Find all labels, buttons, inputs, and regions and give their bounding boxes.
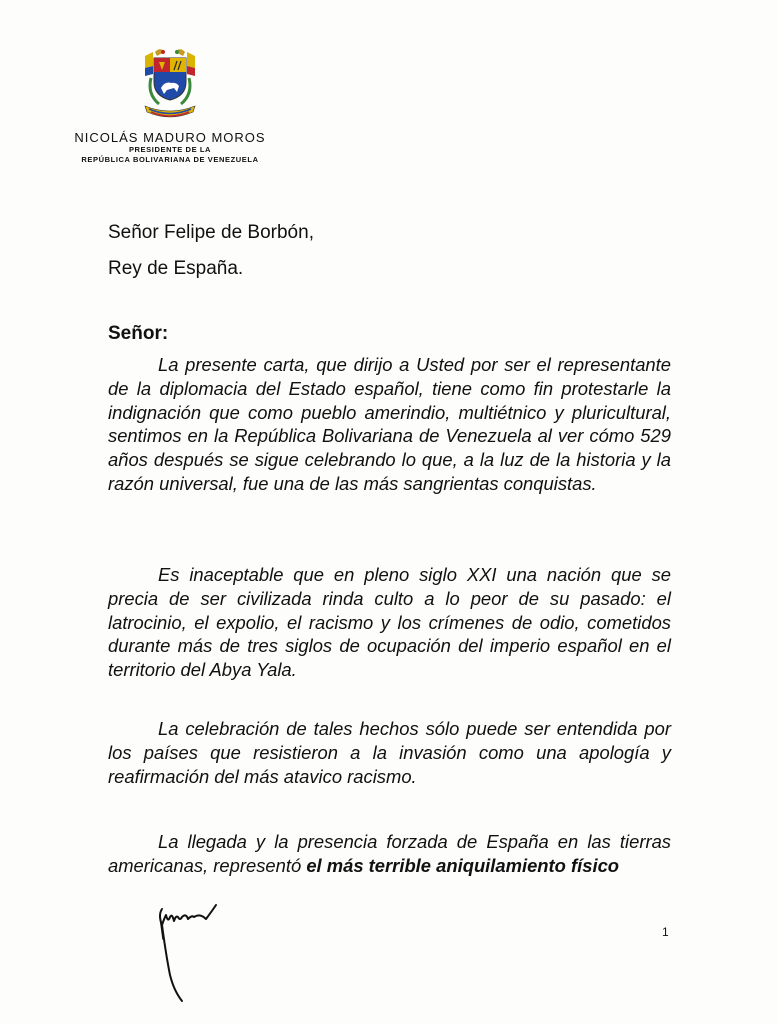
paragraph-4-text: La llegada y la presencia forzada de España en las tierras americanas, representó xyxy=(108,831,671,876)
letterhead-title-line2: REPÚBLICA BOLIVARIANA DE VENEZUELA xyxy=(81,155,259,164)
addressee-name: Señor Felipe de Borbón, xyxy=(108,222,314,243)
coat-of-arms-icon xyxy=(139,48,201,122)
greeting: Señor: xyxy=(108,323,169,344)
paragraph-1: La presente carta, que dirijo a Usted por ser el representante de la diplomacia del Estado español, tiene como fin protestarle la indignación que como pueblo amerindio, multiétnico y pluricultural, sentimos en la República Bolivariana de Venezuela al ver cómo 529 años después se sigue celebrando lo que, a la luz de la historia y la razón universal, fue una de las más sangrientas conquistas. xyxy=(108,354,671,494)
page-number: 1 xyxy=(662,925,669,939)
letterhead xyxy=(70,48,270,165)
letterhead-name: NICOLÁS MADURO MOROS xyxy=(74,130,266,145)
letterhead-title-line1: PRESIDENTE DE LA xyxy=(128,145,212,154)
addressee-title: Rey de España. xyxy=(108,258,244,279)
paragraph-3: La celebración de tales hechos sólo puede ser entendida por los países que resistieron a la invasión como una apología y reafirmación del más atavico racismo. xyxy=(108,718,671,787)
paragraph-4-bold-text: el más terrible aniquilamiento físico xyxy=(306,854,620,876)
handwritten-signature-icon xyxy=(148,895,228,1005)
paragraph-4 xyxy=(108,830,671,878)
paragraph-2: Es inaceptable que en pleno siglo XXI una nación que se precia de ser civilizada rinda culto a lo peor de su pasado: el latrocinio, el expolio, el racismo y los crímenes de odio, cometidos durante más de tres siglos de ocupación del imperio español en el territorio del Abya Yala. xyxy=(108,564,671,681)
